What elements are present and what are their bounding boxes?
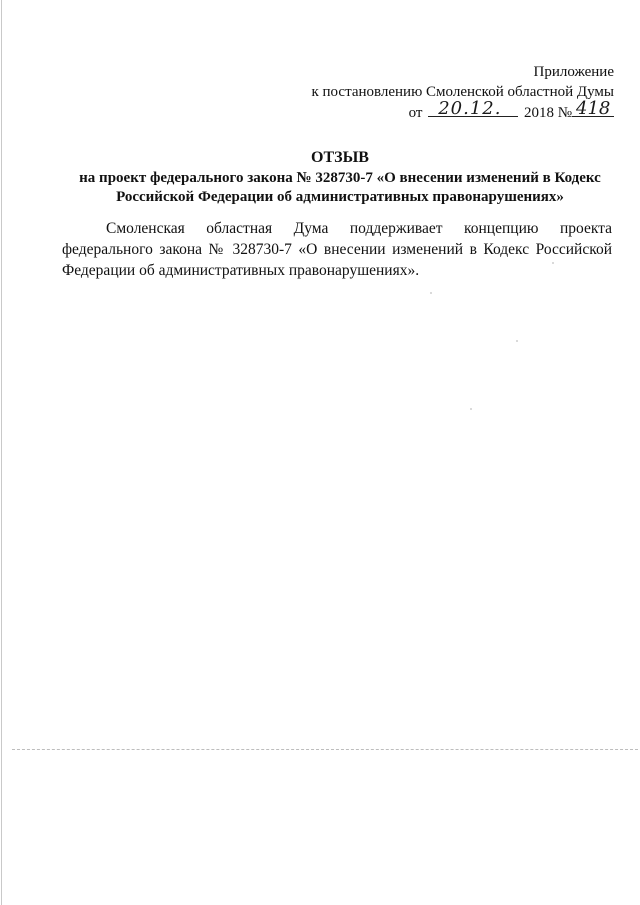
scan-speck xyxy=(470,408,472,410)
date-field xyxy=(428,98,518,119)
document-title xyxy=(40,148,640,207)
date-prefix: от xyxy=(408,105,423,121)
year: 2018 xyxy=(523,105,554,121)
number-sign: № xyxy=(557,105,572,121)
title-subtitle-line1: на проект федерального закона № 328730-7 «О внесении изменений в Кодекс xyxy=(79,170,601,186)
appendix-header xyxy=(311,62,614,123)
body-paragraph: Смоленская областная Дума поддерживает концепцию проекта федерального закона № 328730-7 «О внесении изменений в Кодекс Российской Федерации об административных правонарушениях». xyxy=(62,220,612,279)
appendix-label: Приложение xyxy=(533,64,614,80)
title-heading: ОТЗЫВ xyxy=(311,149,369,166)
scan-speck xyxy=(430,292,432,294)
number-field xyxy=(572,98,614,119)
date-number-line xyxy=(311,98,614,123)
scan-artifact-line xyxy=(12,749,638,750)
resolution-reference: к постановлению Смоленской областной Думы xyxy=(311,84,614,100)
body-paragraph-container xyxy=(62,218,612,281)
handwritten-number: 418 xyxy=(576,98,611,119)
handwritten-date: 20.12. xyxy=(438,98,502,119)
scan-speck xyxy=(516,340,518,342)
title-subtitle-line2: Российской Федерации об административных правонарушениях» xyxy=(116,189,564,205)
scan-edge xyxy=(1,0,2,905)
scan-speck xyxy=(552,262,554,264)
